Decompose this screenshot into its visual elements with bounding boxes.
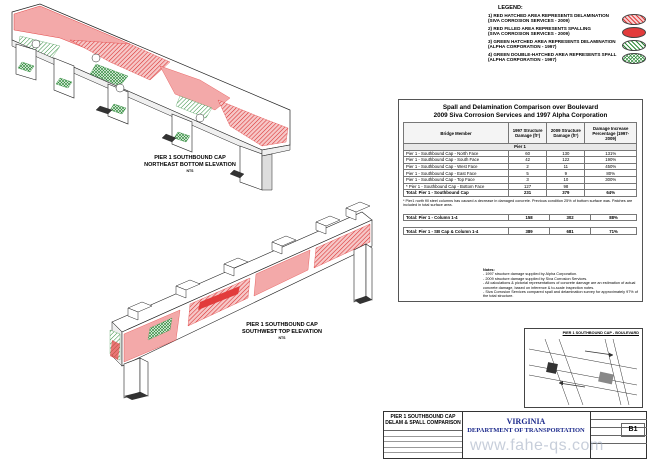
table-total-row xyxy=(404,214,637,221)
header-2009: 2009 Structure Damage (ft²) xyxy=(547,123,585,144)
cell-1997: 231 xyxy=(509,190,547,197)
key-plan-label: PIER 1 SOUTHBOUND CAP - BOULEVARD xyxy=(562,331,639,335)
cell-member: Pier 1 - Southbound Cap - North Face xyxy=(404,150,509,157)
table-subheader: Pier 1 xyxy=(404,144,637,151)
legend-item-2-line1: 2) RED FILLED AREA REPRESENTS SPALLING xyxy=(488,26,591,31)
legend-item-2-line2: (SIVA CORROSION SERVICES - 2009) xyxy=(488,31,570,36)
notes-item: - 2009 structure damage supplied by Siva Corrosion Services. xyxy=(483,276,588,281)
cell-1997: 127 xyxy=(509,183,547,190)
notes-item: - 1997 structure damage supplied by Alpha Corporation. xyxy=(483,272,578,277)
cell-1997: 60 xyxy=(509,150,547,157)
agency-line2: DEPARTMENT OF TRANSPORTATION xyxy=(467,427,585,434)
cell-2009: 10 xyxy=(547,176,585,183)
agency-line1: VIRGINIA xyxy=(506,417,546,426)
table-row xyxy=(404,176,637,183)
table-footnote: * Pier1 north fill steel columns has caused a decrease in damaged concrete. Previous condition 25% of bottom surface was. Patches are included in total surface area. xyxy=(403,198,633,208)
cell-increase: 131% xyxy=(585,150,637,157)
legend xyxy=(488,6,648,65)
cell-member: Total: Pier 1 - Column 1-4 xyxy=(404,214,509,221)
legend-item-3-line1: 3) GREEN HATCHED AREA REPRESENTS DELAMINATION xyxy=(488,39,616,44)
cell-member: Pier 1 - Southbound Cap - Top Face xyxy=(404,176,509,183)
cell-increase: 190% xyxy=(585,157,637,164)
table-row xyxy=(404,183,637,190)
grand-total-table xyxy=(403,227,637,235)
table-title-line1: Spall and Delamination Comparison over Boulevard xyxy=(442,104,599,111)
signature-lines xyxy=(384,430,462,453)
cell-2009: 11 xyxy=(547,163,585,170)
cell-increase: 80% xyxy=(585,170,637,177)
red-fill-swatch-icon xyxy=(622,27,646,38)
key-plan xyxy=(524,328,643,408)
cell-1997: 158 xyxy=(509,214,550,221)
table-row xyxy=(404,170,637,177)
cell-member: Total: Pier 1 - Southbound Cap xyxy=(404,190,509,197)
cell-increase xyxy=(585,183,637,190)
notes xyxy=(483,268,638,299)
sheet-number: B1 xyxy=(621,423,645,437)
southwest-label-line1: PIER 1 SOUTHBOUND CAP xyxy=(246,322,318,328)
notes-item: - All calculations & pictorial representations of concrete damage are an estimation of actual concrete damage, based on inference & to-scale inspection notes. xyxy=(483,281,636,290)
northeast-elevation-label xyxy=(130,155,250,175)
cell-member: Pier 1 - Southbound Cap - East Face xyxy=(404,170,509,177)
key-plan-drawing xyxy=(525,329,642,407)
cell-increase: 88% xyxy=(591,214,637,221)
cell-2009: 302 xyxy=(550,214,591,221)
cell-1997: 42 xyxy=(509,157,547,164)
legend-item xyxy=(488,39,648,49)
northeast-label-nts: NTS xyxy=(186,169,194,173)
legend-item xyxy=(488,26,648,36)
southwest-label-nts: NTS xyxy=(278,336,286,340)
green-hatch-swatch-icon xyxy=(622,40,646,51)
comparison-table xyxy=(403,122,637,197)
table-row xyxy=(404,157,637,164)
red-hatch-swatch-icon xyxy=(622,14,646,25)
cell-1997: 389 xyxy=(509,228,550,235)
sheet-title-line2: DELAM & SPALL COMPARISON xyxy=(385,420,461,426)
southwest-elevation-label xyxy=(222,322,342,342)
table-row xyxy=(404,163,637,170)
table-total-row xyxy=(404,228,637,235)
cell-1997: 3 xyxy=(509,176,547,183)
cell-increase: 71% xyxy=(591,228,637,235)
table-total-row xyxy=(404,190,637,197)
cell-member: Pier 1 - Southbound Cap - West Face xyxy=(404,163,509,170)
legend-item xyxy=(488,13,648,23)
cell-2009: 122 xyxy=(547,157,585,164)
watermark: www.fahe-qs.com xyxy=(470,437,604,454)
table-row xyxy=(404,150,637,157)
info-cell xyxy=(591,412,647,420)
legend-item-1-line2: (SIVA CORROSION SERVICES - 2009) xyxy=(488,18,570,23)
notes-item: - Siva Corrosion Services compared spall and delamination survey for approximately 97% of the total structure. xyxy=(483,290,638,299)
cell-1997: 5 xyxy=(509,170,547,177)
green-crosshatch-swatch-icon xyxy=(622,53,646,64)
legend-item-4-line2: (ALPHA CORPORATION - 1997) xyxy=(488,57,557,62)
header-member: Bridge Member xyxy=(404,123,509,144)
legend-item-4-line1: 4) GREEN DOUBLE-HATCHED AREA REPRESENTS SPALL xyxy=(488,52,617,57)
signature-line xyxy=(384,448,462,454)
notes-heading: Notes: xyxy=(483,268,495,272)
northeast-label-line1: PIER 1 SOUTHBOUND CAP xyxy=(154,155,226,161)
cell-2009: 130 xyxy=(547,150,585,157)
southwest-elevation xyxy=(110,202,372,400)
comparison-table-panel xyxy=(398,99,643,302)
legend-item-3-line2: (ALPHA CORPORATION - 1997) xyxy=(488,44,557,49)
title-block-left xyxy=(384,412,463,458)
cell-member: Total: Pier 1 - SB Cap & Column 1-4 xyxy=(404,228,509,235)
legend-title: LEGEND: xyxy=(498,5,523,11)
cell-2009: 9 xyxy=(547,170,585,177)
cell-2009: 98 xyxy=(547,183,585,190)
cell-increase: 450% xyxy=(585,163,637,170)
northeast-label-line2: NORTHEAST BOTTOM ELEVATION xyxy=(144,161,236,168)
cell-member: * Pier 1 - Southbound Cap - Bottom Face xyxy=(404,183,509,190)
cell-2009: 379 xyxy=(547,190,585,197)
header-1997: 1997 Structure Damage (ft²) xyxy=(509,123,547,144)
sheet-title-line1: PIER 1 SOUTHBOUND CAP xyxy=(390,414,456,420)
cell-1997: 2 xyxy=(509,163,547,170)
southwest-label-line2: SOUTHWEST TOP ELEVATION xyxy=(242,328,322,335)
column-total-table xyxy=(403,214,637,222)
legend-item xyxy=(488,52,648,62)
table-title-line2: 2009 Siva Corrosion Services and 1997 Alpha Corporation xyxy=(433,111,608,119)
header-increase: Damage Increase Percentage (1997-2009) xyxy=(585,123,637,144)
cell-increase: 300% xyxy=(585,176,637,183)
cell-increase: 64% xyxy=(585,190,637,197)
cell-member: Pier 1 - Southbound Cap - South Face xyxy=(404,157,509,164)
cell-2009: 681 xyxy=(550,228,591,235)
legend-item-1-line1: 1) RED HATCHED AREA REPRESENTS DELAMINATION xyxy=(488,13,609,18)
